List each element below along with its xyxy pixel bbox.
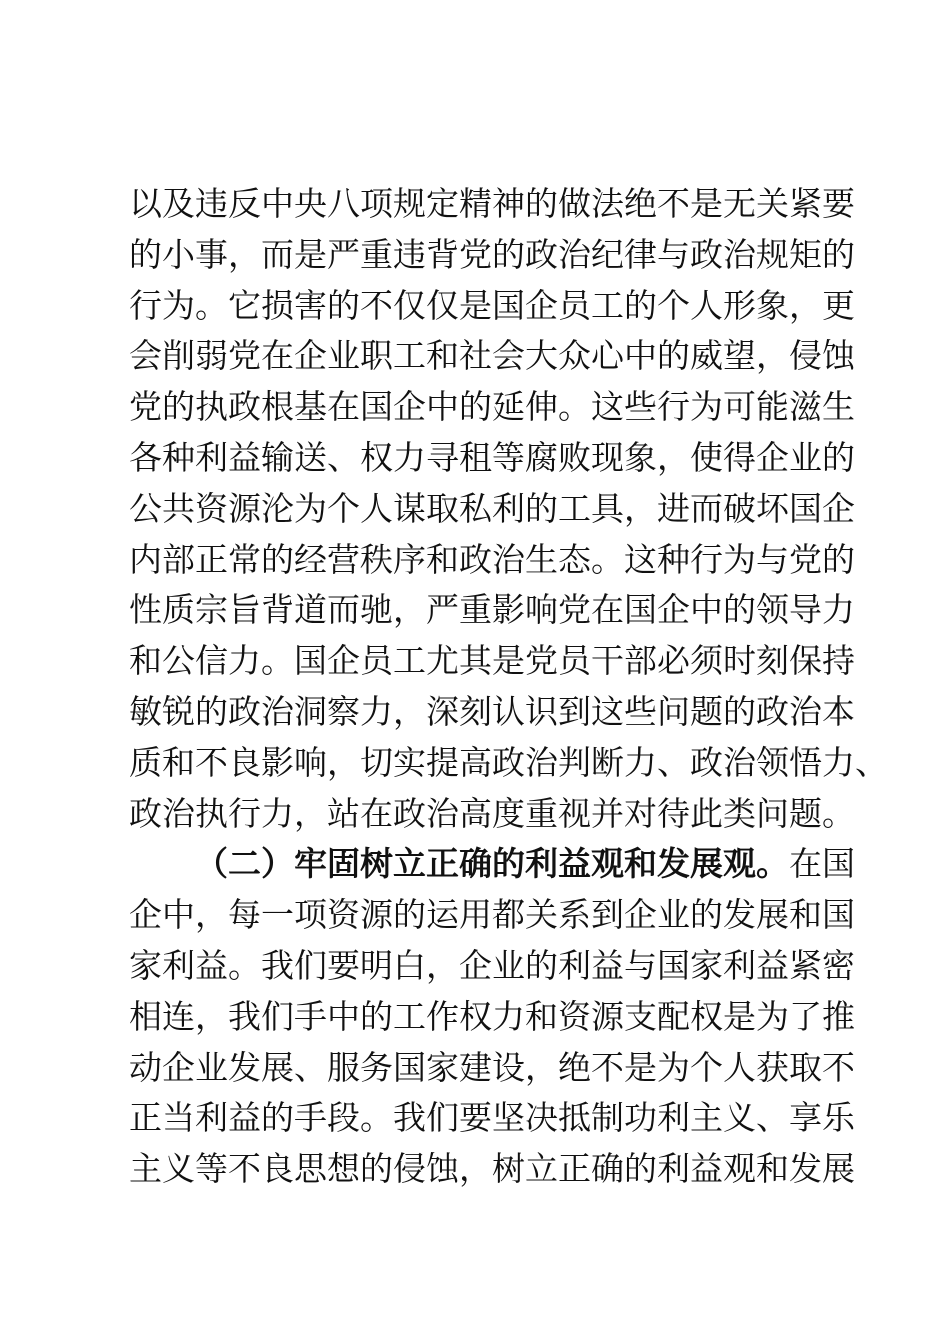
section-heading-tail: 在国 <box>789 844 855 884</box>
text-line: 行为。它损害的不仅仅是国企员工的个人形象，更 <box>129 285 855 325</box>
text-line: 各种利益输送、权力寻租等腐败现象，使得企业的 <box>129 437 855 477</box>
text-line: 的小事，而是严重违背党的政治纪律与政治规矩的 <box>129 234 855 274</box>
text-line: 性质宗旨背道而驰，严重影响党在国企中的领导力 <box>129 590 855 630</box>
section-heading: （二）牢固树立正确的利益观和发展观。 <box>195 844 789 884</box>
text-line: 企中，每一项资源的运用都关系到企业的发展和国 <box>129 895 855 935</box>
section-heading-line <box>129 839 855 890</box>
body-text <box>129 179 888 1195</box>
text-line: 正当利益的手段。我们要坚决抵制功利主义、享乐 <box>129 1098 855 1138</box>
text-line: 质和不良影响，切实提高政治判断力、政治领悟力、 <box>129 742 888 782</box>
text-line: 家利益。我们要明白，企业的利益与国家利益紧密 <box>129 945 855 985</box>
text-line: 相连，我们手中的工作权力和资源支配权是为了推 <box>129 996 855 1036</box>
text-line: 敏锐的政治洞察力，深刻认识到这些问题的政治本 <box>129 691 855 731</box>
text-line: 党的执政根基在国企中的延伸。这些行为可能滋生 <box>129 387 855 427</box>
text-line: 公共资源沦为个人谋取私利的工具，进而破坏国企 <box>129 488 855 528</box>
text-line: 和公信力。国企员工尤其是党员干部必须时刻保持 <box>129 641 855 681</box>
text-line: 会削弱党在企业职工和社会大众心中的威望，侵蚀 <box>129 336 855 376</box>
text-line: 内部正常的经营秩序和政治生态。这种行为与党的 <box>129 539 855 579</box>
text-line: 动企业发展、服务国家建设，绝不是为个人获取不 <box>129 1047 855 1087</box>
text-line: 以及违反中央八项规定精神的做法绝不是无关紧要 <box>129 184 855 223</box>
text-line: 政治执行力，站在政治高度重视并对待此类问题。 <box>129 793 855 833</box>
text-line: 主义等不良思想的侵蚀，树立正确的利益观和发展 <box>129 1149 855 1189</box>
